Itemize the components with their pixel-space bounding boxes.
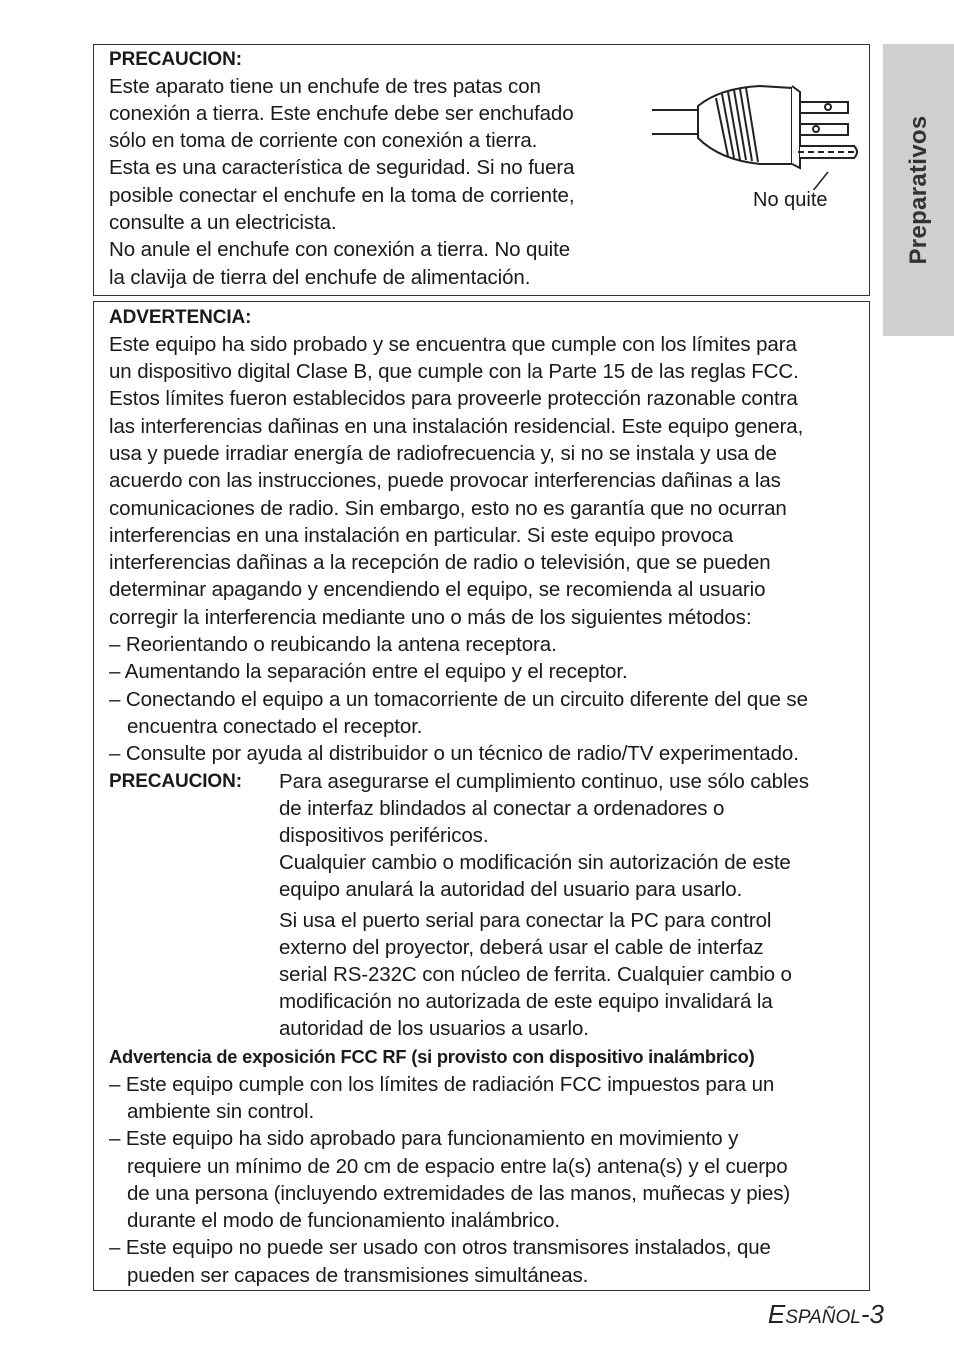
section-tab-label: Preparativos [904, 115, 932, 265]
method-item: – Reorientando o reubicando la antena receptora. [109, 633, 557, 656]
figure-label: No quite [753, 189, 828, 211]
advertencia-line: las interferencias dañinas en una instalación residencial. Este equipo genera, [109, 415, 804, 438]
method-item: – Aumentando la separación entre el equipo y el receptor. [109, 660, 628, 683]
fcc-item-continuation: de una persona (incluyendo extremidades de las manos, muñecas y pies) [127, 1182, 791, 1205]
precaucion-detail-line: Para asegurarse el cumplimiento continuo, use sólo cables [279, 770, 809, 793]
page-number: -3 [860, 1299, 884, 1329]
advertencia-line: determinar apagando y encendiendo el equipo, se recomienda al usuario [109, 578, 766, 601]
precaucion-detail-line: modificación no autorizada de este equipo invalidará la [279, 990, 773, 1013]
advertencia-line: un dispositivo digital Clase B, que cumple con la Parte 15 de las reglas FCC. [109, 360, 799, 383]
page-footer [768, 1299, 884, 1330]
fcc-heading: Advertencia de exposición FCC RF (si provisto con dispositivo inalámbrico) [109, 1046, 755, 1067]
precaucion-line: Este aparato tiene un enchufe de tres patas con [109, 75, 541, 98]
advertencia-line: Este equipo ha sido probado y se encuentra que cumple con los límites para [109, 333, 797, 356]
footer-initial: E [767, 1299, 786, 1329]
fcc-item-continuation: durante el modo de funcionamiento inalámbrico. [127, 1209, 560, 1232]
precaucion-label: PRECAUCION: [109, 771, 242, 792]
advertencia-heading: ADVERTENCIA: [109, 307, 252, 328]
section-tab [883, 44, 954, 336]
advertencia-line: interferencias dañinas a la recepción de radio o televisión, que se pueden [109, 551, 771, 574]
precaucion-detail-line: equipo anulará la autoridad del usuario para usarlo. [279, 878, 743, 901]
precaucion-detail-line: autoridad de los usuarios a usarlo. [279, 1017, 589, 1040]
precaucion-detail-line: Si usa el puerto serial para conectar la PC para control [279, 909, 772, 932]
grounded-plug-illustration [650, 72, 862, 190]
advertencia-line: comunicaciones de radio. Sin embargo, esto no es garantía que no ocurran [109, 497, 787, 520]
fcc-item: – Este equipo ha sido aprobado para funcionamiento en movimiento y [109, 1127, 739, 1150]
precaucion-detail-line: Cualquier cambio o modificación sin autorización de este [279, 851, 791, 874]
precaucion-line: No anule el enchufe con conexión a tierra. No quite [109, 238, 571, 261]
precaucion-detail-line: serial RS-232C con núcleo de ferrita. Cualquier cambio o [279, 963, 792, 986]
method-item-continuation: encuentra conectado el receptor. [127, 715, 423, 738]
footer-language: SPAÑOL [785, 1307, 861, 1328]
advertencia-line: interferencias en una instalación en particular. Si este equipo provoca [109, 524, 734, 547]
fcc-item: – Este equipo cumple con los límites de radiación FCC impuestos para un [109, 1073, 775, 1096]
precaucion-detail-line: externo del proyector, deberá usar el cable de interfaz [279, 936, 764, 959]
advertencia-line: Estos límites fueron establecidos para proveerle protección razonable contra [109, 387, 798, 410]
precaucion-detail-line: dispositivos periféricos. [279, 824, 489, 847]
precaucion-heading: PRECAUCION: [109, 49, 242, 70]
precaucion-detail-line: de interfaz blindados al conectar a ordenadores o [279, 797, 725, 820]
precaucion-line: posible conectar el enchufe en la toma de corriente, [109, 184, 575, 207]
precaucion-line: la clavija de tierra del enchufe de alimentación. [109, 266, 531, 289]
precaucion-line: Esta es una característica de seguridad. Si no fuera [109, 156, 575, 179]
method-item: – Conectando el equipo a un tomacorriente de un circuito diferente del que se [109, 688, 808, 711]
precaucion-line: consulte a un electricista. [109, 211, 337, 234]
fcc-item: – Este equipo no puede ser usado con otros transmisores instalados, que [109, 1236, 771, 1259]
fcc-item-continuation: pueden ser capaces de transmisiones simultáneas. [127, 1264, 589, 1287]
advertencia-line: corregir la interferencia mediante uno o más de los siguientes métodos: [109, 606, 752, 629]
fcc-item-continuation: requiere un mínimo de 20 cm de espacio entre la(s) antena(s) y el cuerpo [127, 1155, 788, 1178]
precaucion-line: sólo en toma de corriente con conexión a tierra. [109, 129, 538, 152]
method-item: – Consulte por ayuda al distribuidor o un técnico de radio/TV experimentado. [109, 742, 799, 765]
advertencia-line: acuerdo con las instrucciones, puede provocar interferencias dañinas a las [109, 469, 781, 492]
precaucion-line: conexión a tierra. Este enchufe debe ser enchufado [109, 102, 574, 125]
advertencia-line: usa y puede irradiar energía de radiofrecuencia y, si no se instala y usa de [109, 442, 777, 465]
fcc-item-continuation: ambiente sin control. [127, 1100, 315, 1123]
